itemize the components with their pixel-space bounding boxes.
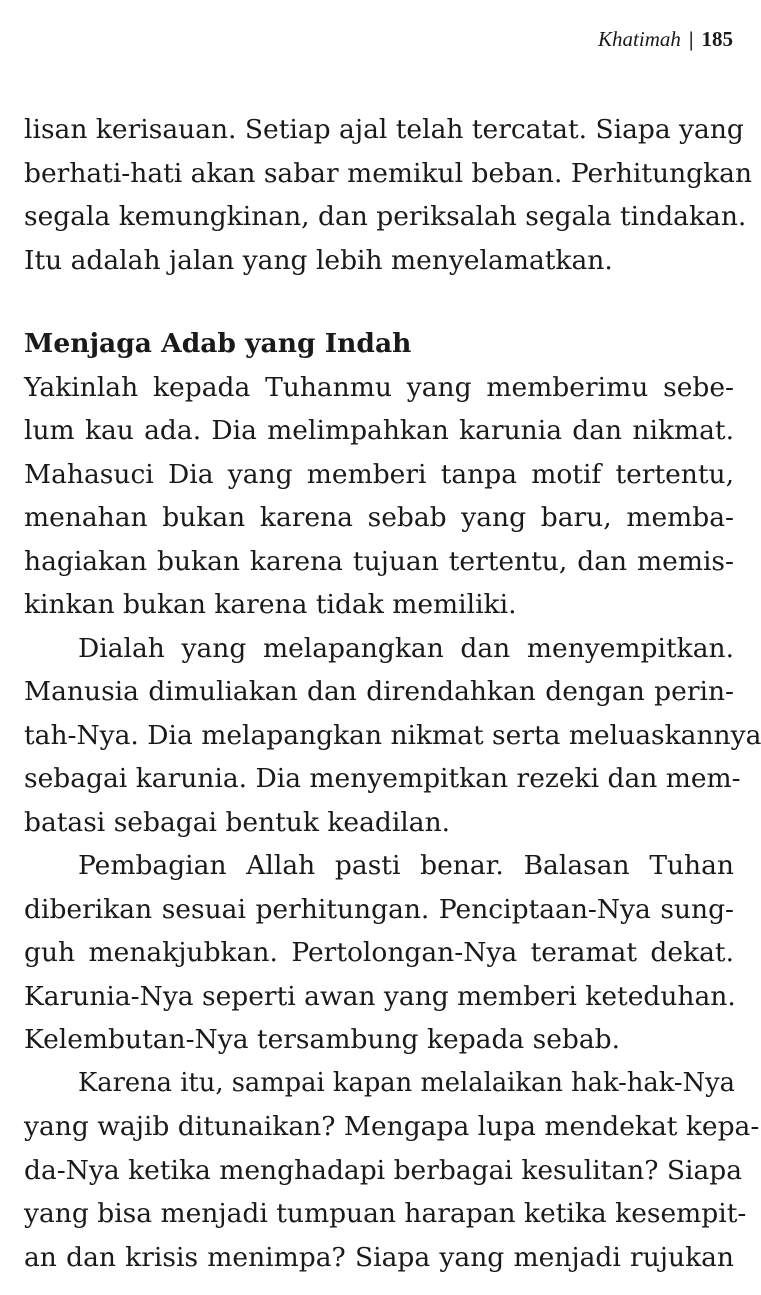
text-line: Pembagian Allah pasti benar. Balasan Tuhan: [78, 850, 734, 881]
text-line: Karunia-Nya seperti awan yang memberi keteduhan.: [24, 980, 736, 1012]
text-line: menahan bukan karena sebab yang baru, memba-: [24, 502, 734, 533]
paragraph-3: [24, 844, 734, 1062]
text-line: yang bisa menjadi tumpuan harapan ketika kesempit-: [24, 1198, 747, 1229]
text-line: sebagai karunia. Dia menyempitkan rezeki dan mem-: [24, 763, 741, 794]
text-line: da-Nya ketika menghadapi berbagai kesulitan? Siapa: [24, 1154, 743, 1186]
text-line: Dialah yang melapangkan dan menyempitkan.: [78, 632, 734, 664]
running-header: [598, 26, 733, 52]
text-line: berhati-hati akan sabar memikul beban. Perhitungkan: [24, 157, 753, 189]
text-line: lum kau ada. Dia melimpahkan karunia dan nikmat.: [24, 415, 734, 446]
intro-paragraph: [24, 108, 753, 282]
text-line: Manusia dimuliakan dan direndahkan dengan perin-: [24, 676, 734, 707]
text-line: Kelembutan-Nya tersambung kepada sebab.: [24, 1024, 621, 1055]
paragraph-1: [24, 366, 734, 627]
page-body: [24, 108, 761, 1279]
text-line: hagiakan bukan karena tujuan tertentu, dan memis-: [24, 545, 734, 577]
text-line: segala kemungkinan, dan periksalah segala tindakan.: [24, 201, 747, 232]
text-line: Itu adalah jalan yang lebih menyelamatkan.: [24, 244, 613, 276]
text-line: tah-Nya. Dia melapangkan nikmat serta meluaskannya: [24, 719, 761, 751]
text-line: Karena itu, sampai kapan melalaikan hak-hak-Nya: [78, 1067, 735, 1098]
text-line: batasi sebagai bentuk keadilan.: [24, 806, 451, 838]
text-line: Mahasuci Dia yang memberi tanpa motif tertentu,: [24, 458, 734, 490]
section-heading: Menjaga Adab yang Indah: [24, 328, 412, 359]
paragraph-4: [24, 1062, 760, 1280]
text-line: an dan krisis menimpa? Siapa yang menjadi rujukan: [24, 1241, 734, 1273]
text-line: kinkan bukan karena tidak memiliki.: [24, 589, 517, 620]
text-line: Yakinlah kepada Tuhanmu yang memberimu sebe-: [24, 371, 734, 403]
header-separator: |: [688, 27, 694, 51]
text-line: guh menakjubkan. Pertolongan-Nya teramat dekat.: [24, 937, 734, 968]
text-line: diberikan sesuai perhitungan. Penciptaan-Nya sung-: [24, 893, 734, 925]
page-number: 185: [701, 27, 733, 51]
text-line: yang wajib ditunaikan? Mengapa lupa mendekat kepa-: [24, 1111, 760, 1142]
section-title: Khatimah: [598, 27, 681, 51]
paragraph-2: [24, 627, 761, 845]
text-line: lisan kerisauan. Setiap ajal telah tercatat. Siapa yang: [24, 114, 744, 145]
